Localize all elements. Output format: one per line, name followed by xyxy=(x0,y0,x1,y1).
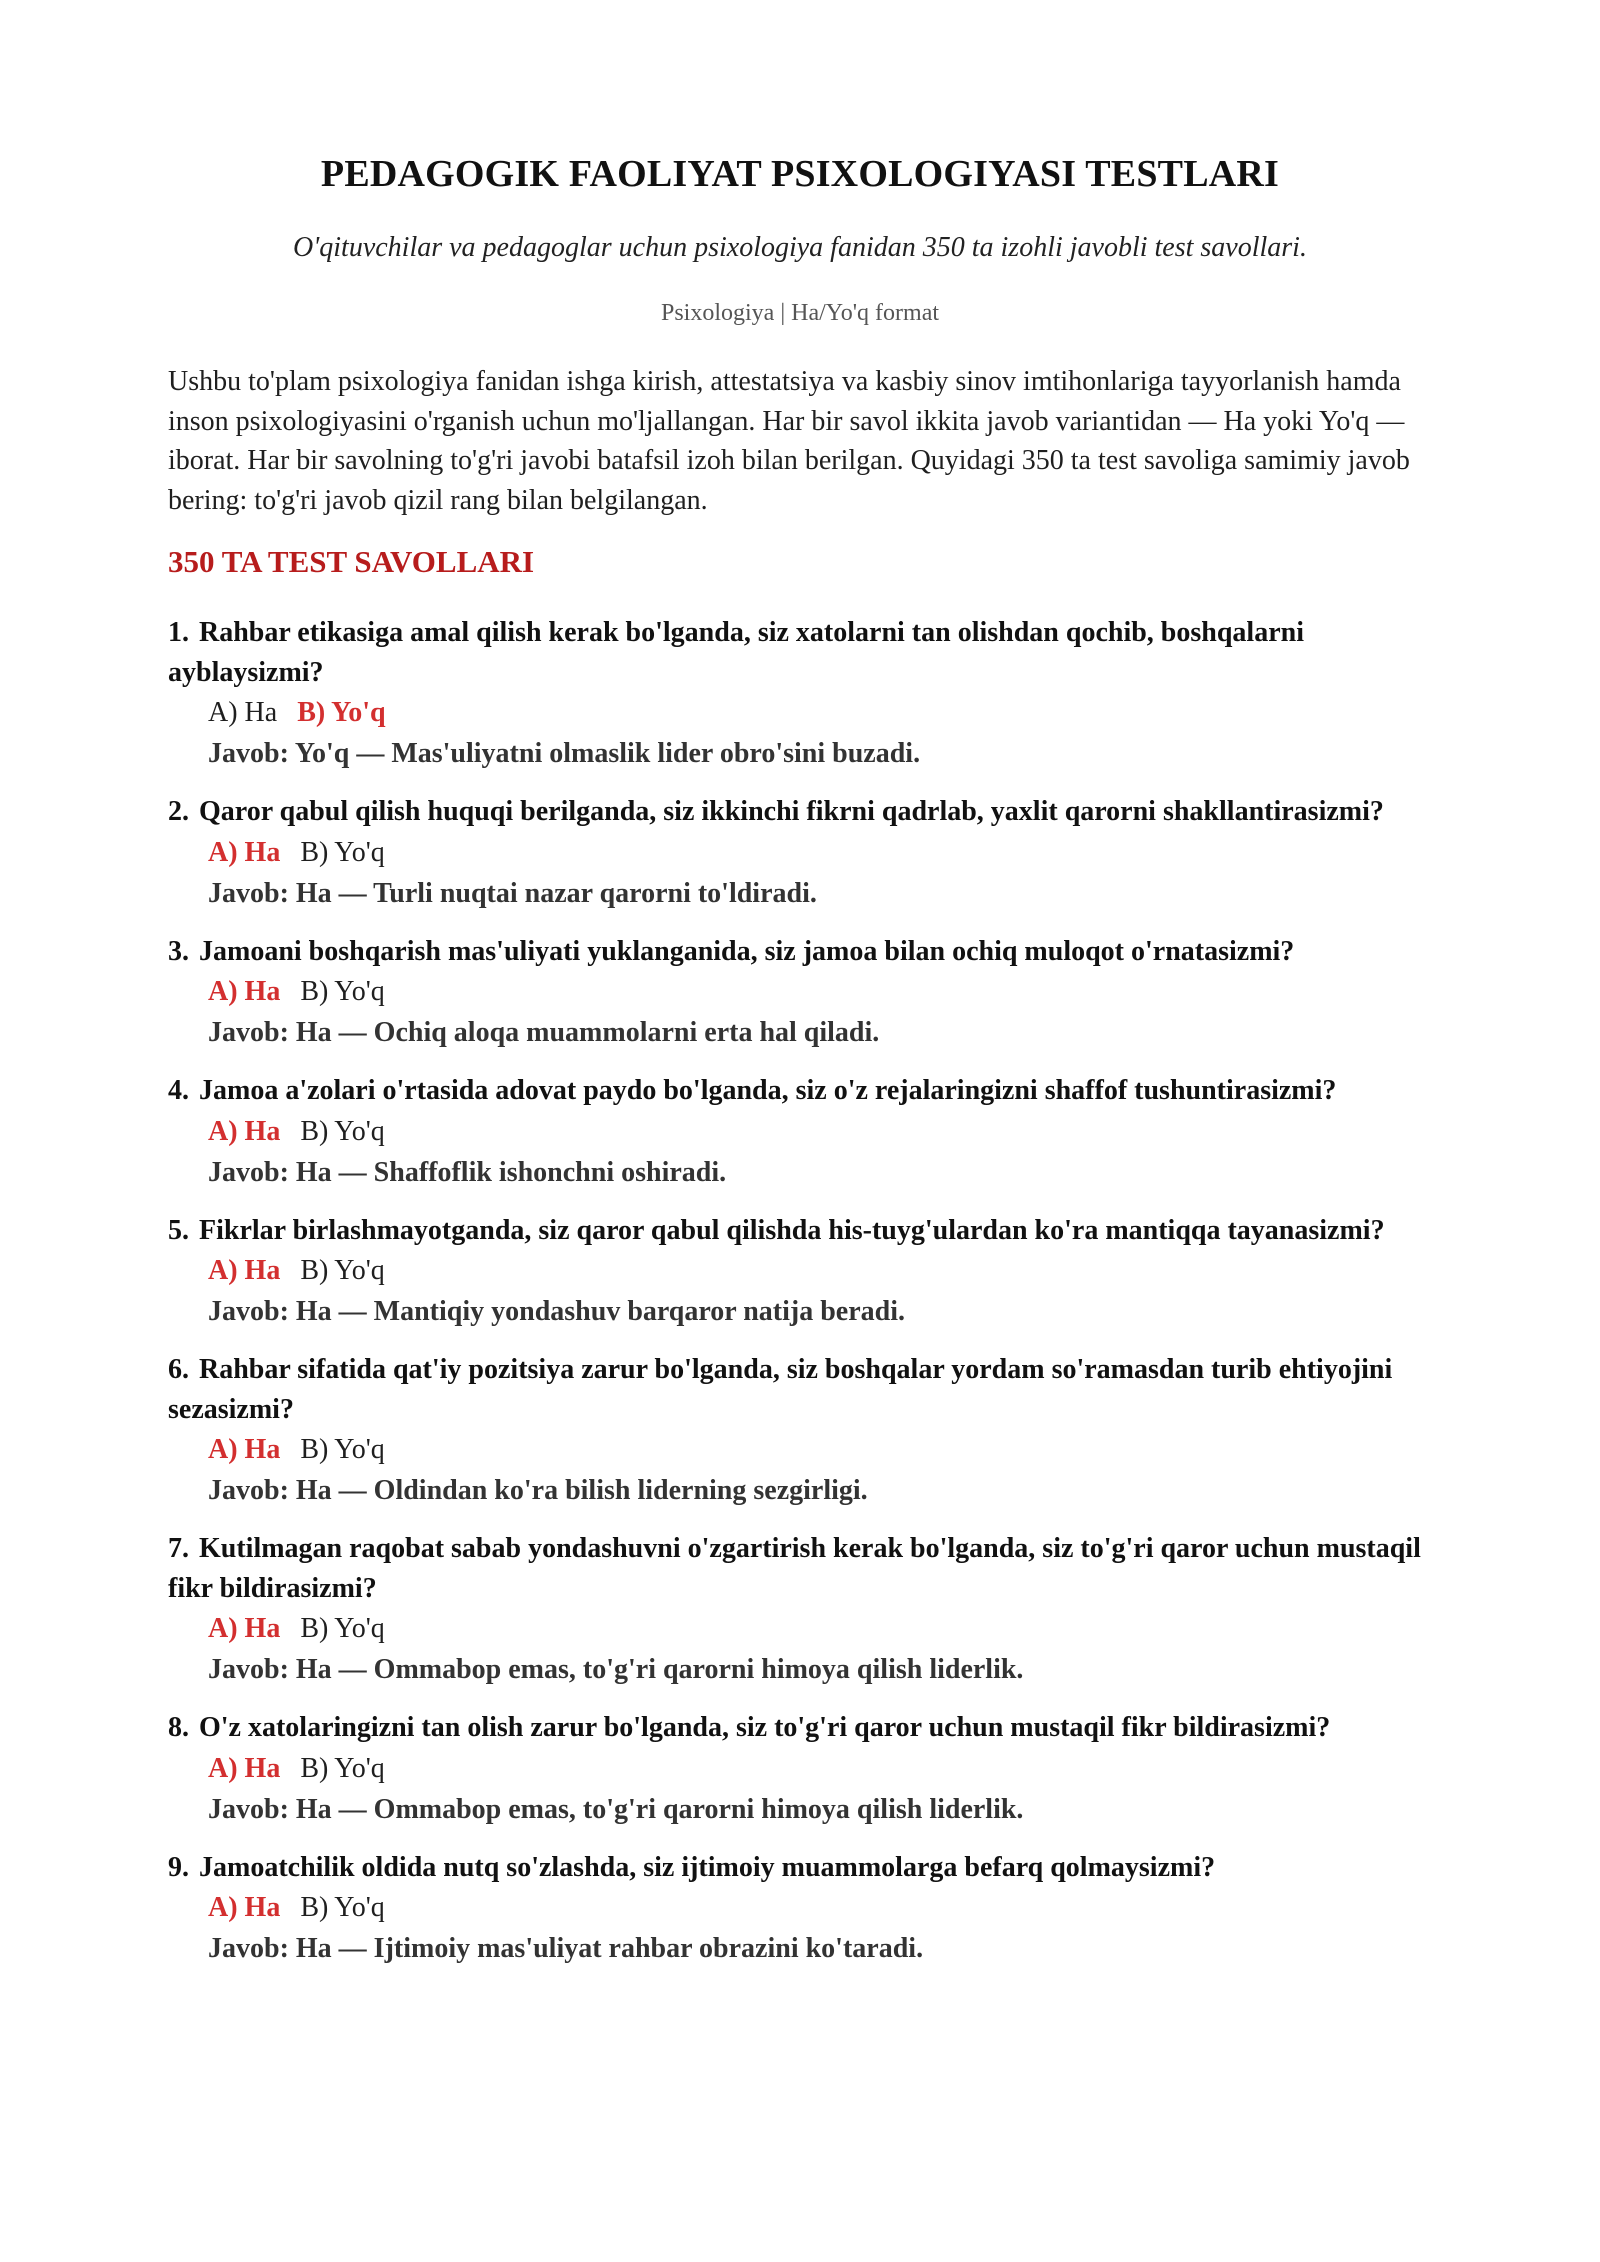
option-a[interactable]: A) Ha xyxy=(208,1613,281,1644)
question-text xyxy=(168,613,1438,692)
question-text xyxy=(168,1211,1438,1251)
answer-explanation: Javob: Ha — Mantiqiy yondashuv barqaror natija beradi. xyxy=(208,1296,906,1327)
question-body: Rahbar etikasiga amal qilish kerak bo'lganda, siz xatolarni tan olishdan qochib, boshqalarni ayblaysizmi? xyxy=(168,617,1304,688)
option-a[interactable]: A) Ha xyxy=(208,1752,281,1784)
answer-explanation: Javob: Ha — Oldindan ko'ra bilish liderning sezgirligi. xyxy=(208,1475,868,1506)
question-text xyxy=(168,932,1438,972)
question-item xyxy=(168,613,1438,774)
answer-explanation: Javob: Yo'q — Mas'uliyatni olmaslik lider obro'sini buzadi. xyxy=(208,738,921,769)
answer-explanation: Javob: Ha — Shaffoflik ishonchni oshiradi. xyxy=(208,1156,727,1188)
question-options xyxy=(208,1429,1438,1470)
question-options xyxy=(208,1748,1438,1789)
question-item xyxy=(168,1529,1438,1690)
option-b[interactable]: B) Yo'q xyxy=(297,697,386,728)
option-a[interactable]: A) Ha xyxy=(208,1892,281,1923)
question-options xyxy=(208,1250,1438,1291)
question-body: Jamoani boshqarish mas'uliyati yuklanganida, siz jamoa bilan ochiq muloqot o'rnatasizmi? xyxy=(199,935,1295,967)
option-a[interactable]: A) Ha xyxy=(208,697,278,728)
option-b[interactable]: B) Yo'q xyxy=(300,1752,385,1784)
question-options xyxy=(208,1111,1438,1152)
question-number: 6. xyxy=(168,1354,189,1385)
question-options xyxy=(208,832,1438,873)
option-b[interactable]: B) Yo'q xyxy=(300,1434,385,1465)
option-b[interactable]: B) Yo'q xyxy=(300,1613,385,1644)
question-item xyxy=(168,932,1438,1054)
question-number: 9. xyxy=(168,1851,189,1883)
question-text xyxy=(168,792,1438,832)
question-item xyxy=(168,1211,1438,1333)
question-number: 4. xyxy=(168,1075,189,1106)
question-text xyxy=(168,1848,1438,1888)
option-b[interactable]: B) Yo'q xyxy=(300,976,385,1007)
option-a[interactable]: A) Ha xyxy=(208,976,281,1007)
question-number: 1. xyxy=(168,617,189,648)
document-subtitle: O'qituvchilar va pedagoglar uchun psixologiya fanidan 350 ta izohli javobli test savollari. xyxy=(293,232,1307,263)
option-b[interactable]: B) Yo'q xyxy=(300,1115,385,1147)
option-b[interactable]: B) Yo'q xyxy=(300,1892,385,1923)
question-body: Jamoa a'zolari o'rtasida adovat paydo bo'lganda, siz o'z rejalaringizni shaffof tushuntirasizmi? xyxy=(199,1075,1337,1106)
question-item xyxy=(168,1350,1438,1511)
option-b[interactable]: B) Yo'q xyxy=(300,1255,385,1286)
question-number: 5. xyxy=(168,1214,189,1246)
answer-explanation: Javob: Ha — Ommabop emas, to'g'ri qarorni himoya qilish liderlik. xyxy=(208,1654,1024,1685)
question-body: Qaror qabul qilish huquqi berilganda, siz ikkinchi fikrni qadrlab, yaxlit qarorni shakllantirasizmi? xyxy=(199,796,1384,827)
question-item xyxy=(168,1848,1438,1970)
option-a[interactable]: A) Ha xyxy=(208,1434,281,1465)
section-heading: 350 TA TEST SAVOLLARI xyxy=(168,544,535,579)
intro-paragraph: Ushbu to'plam psixologiya fanidan ishga kirish, attestatsiya va kasbiy sinov imtihonlariga tayyorlanish hamda inson psixologiyasini o'rganish uchun mo'ljallangan. Har bir savol ikkita javob variantidan — Ha yoki Yo'q — iborat. Har bir savolning to'g'ri javobi batafsil izoh bilan berilgan. Quyidagi 350 ta test savoliga samimiy javob bering: to'g'ri javob qizil rang bilan belgilangan. xyxy=(168,366,1410,516)
question-body: Rahbar sifatida qat'iy pozitsiya zarur bo'lganda, siz boshqalar yordam so'ramasdan turib ehtiyojini sezasizmi? xyxy=(168,1354,1393,1425)
question-options xyxy=(208,1608,1438,1649)
option-a[interactable]: A) Ha xyxy=(208,1115,281,1147)
question-number: 8. xyxy=(168,1712,189,1743)
question-item xyxy=(168,792,1438,914)
question-text xyxy=(168,1071,1438,1111)
document-meta: Psixologiya | Ha/Yo'q format xyxy=(660,300,940,326)
question-body: Kutilmagan raqobat sabab yondashuvni o'zgartirish kerak bo'lganda, siz to'g'ri qaror uchun mustaqil fikr bildirasizmi? xyxy=(168,1533,1421,1604)
question-number: 7. xyxy=(168,1533,189,1564)
question-text xyxy=(168,1350,1438,1429)
question-text xyxy=(168,1708,1438,1748)
question-item xyxy=(168,1708,1438,1830)
answer-explanation: Javob: Ha — Ommabop emas, to'g'ri qarorni himoya qilish liderlik. xyxy=(208,1793,1024,1825)
question-body: Fikrlar birlashmayotganda, siz qaror qabul qilishda his-tuyg'ulardan ko'ra mantiqqa tayanasizmi? xyxy=(199,1214,1385,1246)
document-title: PEDAGOGIK FAOLIYAT PSIXOLOGIYASI TESTLARI xyxy=(320,153,1280,195)
option-b[interactable]: B) Yo'q xyxy=(300,836,385,868)
question-options xyxy=(208,1887,1438,1928)
option-a[interactable]: A) Ha xyxy=(208,836,281,868)
question-number: 2. xyxy=(168,796,189,827)
option-a[interactable]: A) Ha xyxy=(208,1255,281,1286)
answer-explanation: Javob: Ha — Turli nuqtai nazar qarorni to'ldiradi. xyxy=(208,877,817,909)
question-body: Jamoatchilik oldida nutq so'zlashda, siz ijtimoiy muammolarga befarq qolmaysizmi? xyxy=(199,1851,1216,1883)
question-body: O'z xatolaringizni tan olish zarur bo'lganda, siz to'g'ri qaror uchun mustaqil fikr bildirasizmi? xyxy=(199,1712,1331,1743)
question-item xyxy=(168,1071,1438,1193)
question-options xyxy=(208,692,1438,733)
question-number: 3. xyxy=(168,935,189,967)
answer-explanation: Javob: Ha — Ijtimoiy mas'uliyat rahbar obrazini ko'taradi. xyxy=(208,1933,924,1964)
question-text xyxy=(168,1529,1438,1608)
answer-explanation: Javob: Ha — Ochiq aloqa muammolarni erta hal qiladi. xyxy=(208,1017,880,1048)
question-list xyxy=(168,613,1438,1987)
question-options xyxy=(208,971,1438,1012)
